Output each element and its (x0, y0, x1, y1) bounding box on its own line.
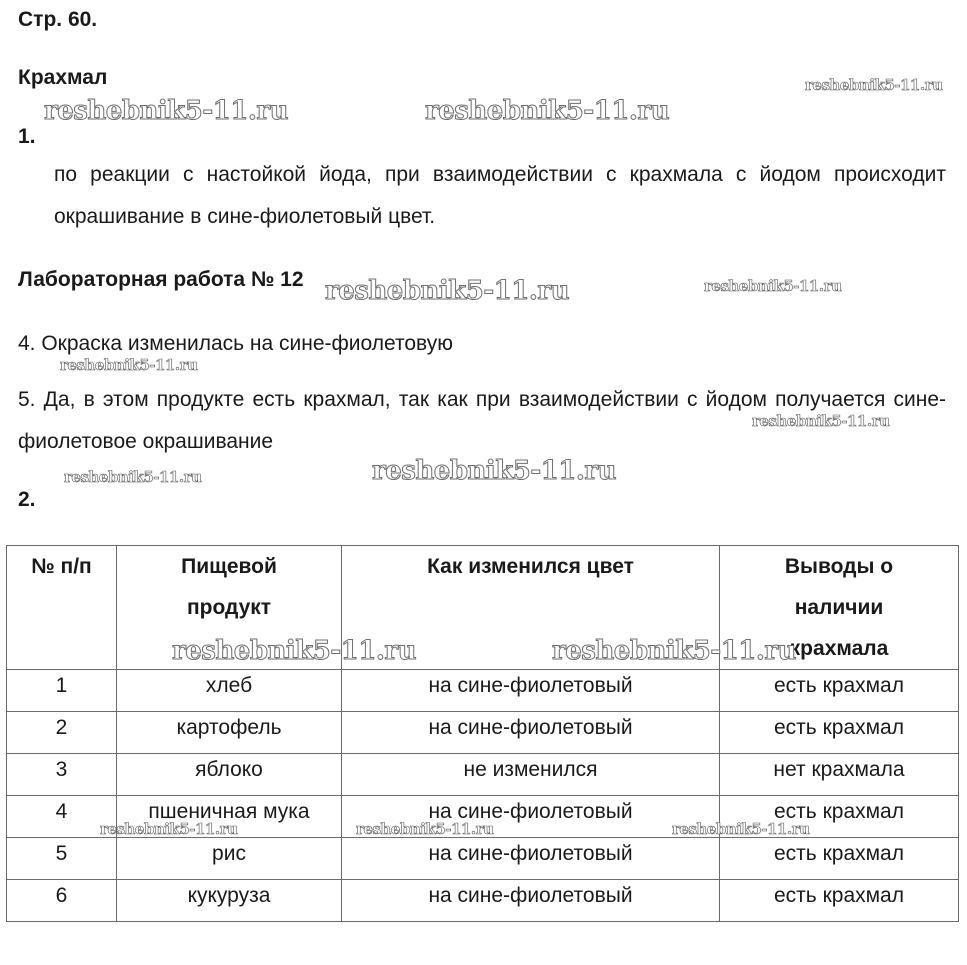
table-row (7, 880, 959, 922)
cell-product: рис (117, 838, 342, 880)
cell-number: 4 (7, 796, 117, 838)
header-number: № п/п (7, 546, 117, 670)
watermark: reshebnik5-11.ru (752, 412, 890, 430)
watermark: reshebnik5-11.ru (704, 277, 842, 295)
cell-color: не изменился (342, 754, 720, 796)
task-1-answer: по реакции с настойкой йода, при взаимодействии с крахмала с йодом происходит окрашивание в сине-фиолетовый цвет. (54, 163, 946, 228)
cell-product: картофель (117, 712, 342, 754)
cell-conclusion: есть крахмал (720, 880, 959, 922)
watermark: reshebnik5-11.ru (552, 636, 797, 666)
cell-product: хлеб (117, 670, 342, 712)
cell-product: кукуруза (117, 880, 342, 922)
header-color-change: Как изменился цвет (342, 546, 720, 670)
watermark: reshebnik5-11.ru (372, 456, 617, 486)
watermark: reshebnik5-11.ru (44, 96, 289, 126)
watermark: reshebnik5-11.ru (425, 96, 670, 126)
cell-conclusion: нет крахмала (720, 754, 959, 796)
table-header-row (7, 546, 959, 670)
cell-conclusion: есть крахмал (720, 796, 959, 838)
header-conclusion: Выводы о наличии крахмала (720, 546, 959, 670)
cell-color: на сине-фиолетовый (342, 880, 720, 922)
lab-work-title: Лабораторная работа № 12 (18, 268, 304, 291)
section-title-starch: Крахмал (18, 66, 108, 89)
table-row (7, 670, 959, 712)
cell-color: на сине-фиолетовый (342, 838, 720, 880)
page-reference: Стр. 60. (18, 8, 98, 31)
header-product: Пищевой продукт (117, 546, 342, 670)
cell-number: 1 (7, 670, 117, 712)
task-number-1: 1. (18, 125, 36, 148)
cell-color: на сине-фиолетовый (342, 796, 720, 838)
cell-product: яблоко (117, 754, 342, 796)
table-row (7, 838, 959, 880)
results-table (6, 545, 959, 922)
watermark: reshebnik5-11.ru (60, 356, 198, 374)
task-number-2: 2. (18, 488, 36, 511)
watermark: reshebnik5-11.ru (805, 76, 943, 94)
lab-item-5: 5. Да, в этом продукте есть крахмал, так как при взаимодействии с йодом получается сине-фиолетовое окрашивание (18, 388, 946, 453)
watermark: reshebnik5-11.ru (100, 820, 238, 838)
cell-number: 5 (7, 838, 117, 880)
lab-item-4: 4. Окраска изменилась на сине-фиолетовую (18, 332, 453, 355)
watermark: reshebnik5-11.ru (356, 820, 494, 838)
watermark: reshebnik5-11.ru (172, 636, 417, 666)
cell-number: 6 (7, 880, 117, 922)
table-row (7, 712, 959, 754)
watermark: reshebnik5-11.ru (64, 468, 202, 486)
cell-product: пшеничная мука (117, 796, 342, 838)
table-row (7, 754, 959, 796)
cell-conclusion: есть крахмал (720, 712, 959, 754)
cell-conclusion: есть крахмал (720, 838, 959, 880)
cell-number: 3 (7, 754, 117, 796)
watermark: reshebnik5-11.ru (672, 820, 810, 838)
cell-conclusion: есть крахмал (720, 670, 959, 712)
cell-color: на сине-фиолетовый (342, 712, 720, 754)
cell-color: на сине-фиолетовый (342, 670, 720, 712)
cell-number: 2 (7, 712, 117, 754)
watermark: reshebnik5-11.ru (325, 276, 570, 306)
